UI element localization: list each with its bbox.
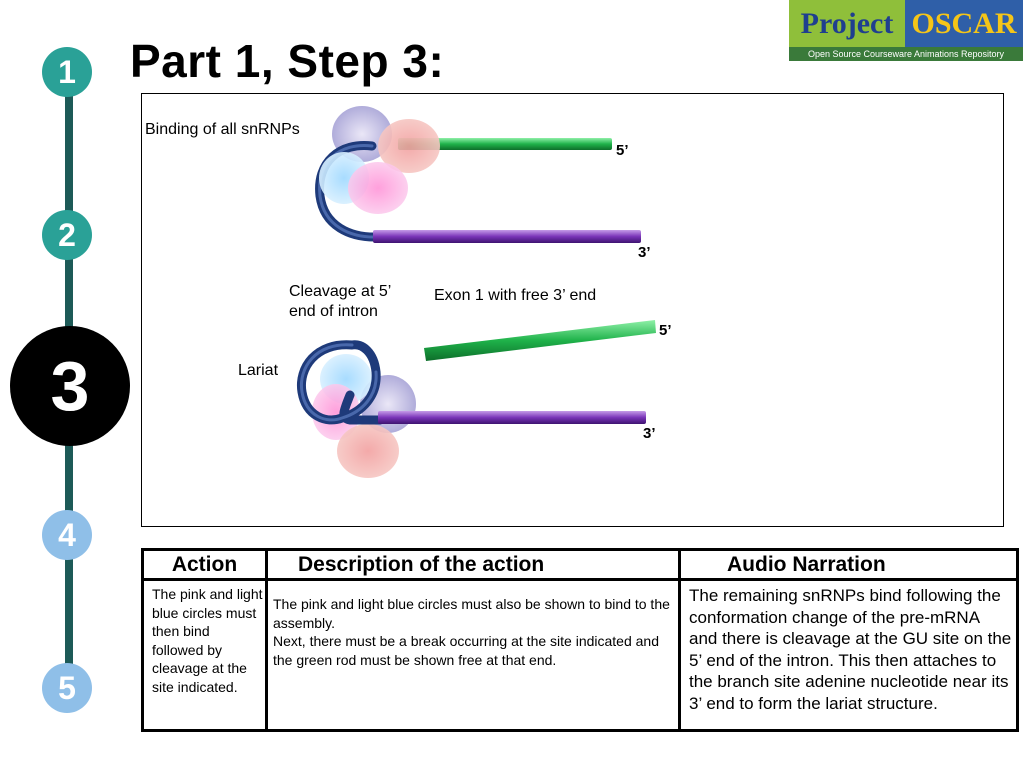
page-title: Part 1, Step 3: [130, 35, 445, 87]
action-column [144, 551, 268, 729]
step-4-marker[interactable]: 4 [42, 510, 92, 560]
action-cell: The pink and light blue circles must then bind followed by cleavage at the site indicated. [152, 586, 263, 695]
exon1-free-label: Exon 1 with free 3’ end [434, 287, 597, 304]
action-header: Action [144, 551, 265, 581]
logo-word-project: Project [789, 0, 905, 47]
logo-subtitle: Open Source Courseware Animations Repository [789, 47, 1023, 61]
audio-column [681, 551, 1016, 729]
top-assembly [319, 106, 641, 243]
description-paragraph-2: Next, there must be a break occurring at the site indicated and the green rod must be shown free at that end. [273, 633, 659, 668]
description-paragraph-1: The pink and light blue circles must also be shown to bind to the assembly. [273, 596, 670, 631]
binding-label: Binding of all snRNPs [145, 121, 300, 138]
top-3-prime-label: 3’ [638, 244, 651, 261]
free-exon1-green-rod [424, 320, 656, 361]
top-5-prime-label: 5’ [616, 142, 629, 159]
bottom-assembly [301, 320, 656, 478]
snrnp-pink [348, 162, 408, 214]
description-cell [268, 581, 678, 669]
step-1-marker[interactable]: 1 [42, 47, 92, 97]
step-2-marker[interactable]: 2 [42, 210, 92, 260]
audio-cell: The remaining snRNPs bind following the conformation change of the pre-mRNA and there is cleavage at the GU site on the 5’ end of the intron. This then attaches to the branch site adenine nucleotide near its 3’ end to form the lariat structure. [689, 586, 1012, 713]
lariat-snrnp-salmon [337, 424, 399, 478]
logo-word-oscar: OSCAR [905, 0, 1023, 47]
bottom-5-prime-label: 5’ [659, 322, 672, 339]
cleavage-label-line1: Cleavage at 5’ [289, 283, 392, 300]
description-column [268, 551, 681, 729]
bottom-3-prime-label: 3’ [643, 425, 656, 442]
top-exon2-purple-rod [373, 230, 641, 243]
description-header: Description of the action [268, 551, 678, 581]
step-3-marker-current[interactable]: 3 [10, 326, 130, 446]
bottom-exon2-purple-rod [378, 411, 646, 424]
step-5-marker[interactable]: 5 [42, 663, 92, 713]
audio-header: Audio Narration [681, 551, 1016, 581]
cleavage-label [289, 282, 391, 322]
step-details-table [141, 548, 1019, 732]
lariat-label: Lariat [238, 362, 279, 379]
cleavage-label-line2: end of intron [289, 303, 378, 320]
